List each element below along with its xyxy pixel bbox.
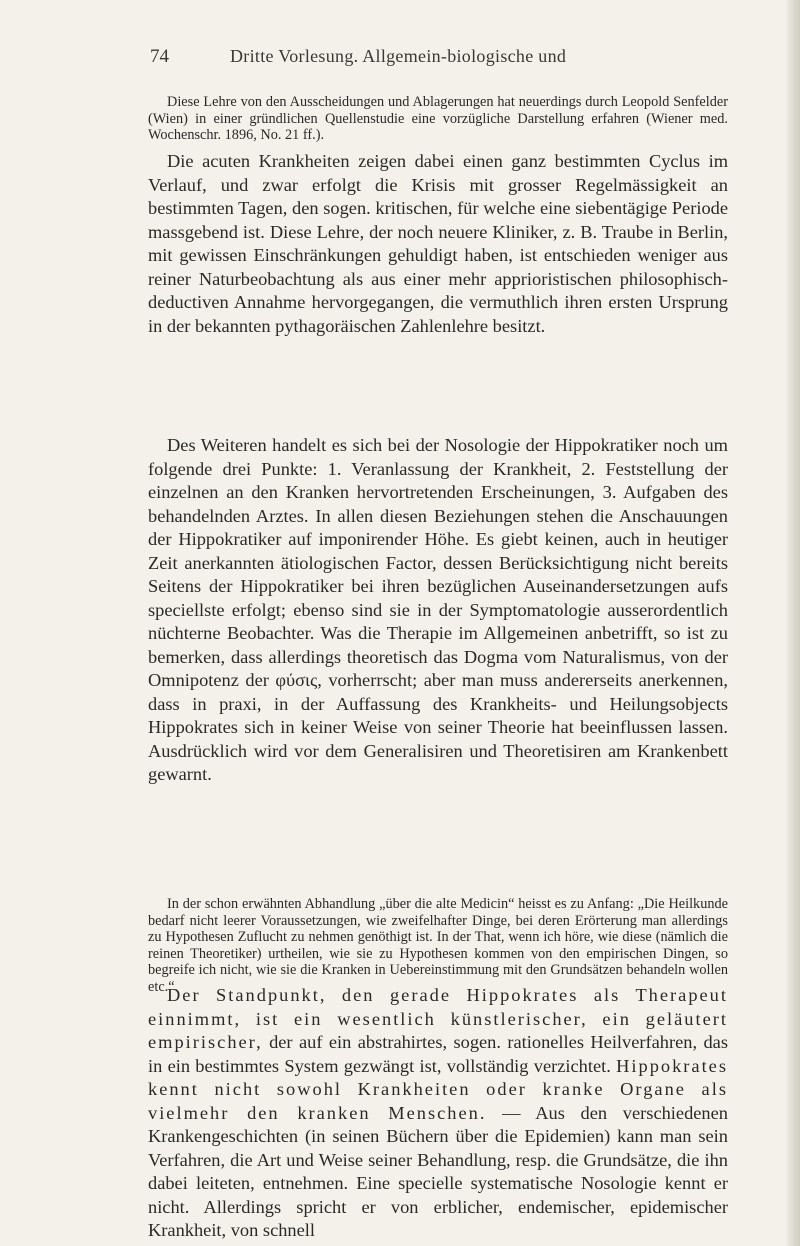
- footnote-senfelder: [148, 94, 728, 144]
- page-header: [150, 46, 650, 72]
- spaced-emphasis: Der Standpunkt, den gerade Hippokrates als Therapeut einnimmt, ist ein wesentlich künstlerischer, ein geläutert empirischer,: [148, 985, 728, 1052]
- paragraph-text: Des Weiteren handelt es sich bei der Nosologie der Hippokratiker noch um folgende drei Punkte: 1. Veranlassung der Krankheit, 2. Feststellung der einzelnen an den Kranken hervortretenden Erscheinungen, 3. Aufgaben des behandelnden Arztes. In allen diesen Beziehungen stehen die Anschauungen der Hippokratiker auf imponirender Höhe. Es giebt keinen, auch in heutiger Zeit anerkannten ätiologischen Factor, dessen Berücksichtigung nicht bereits Seitens der Hippokratiker bei ihren bezüglichen Auseinandersetzungen aufs speciellste erfolgt; ebenso sind sie in der Symptomatologie ausserordentlich nüchterne Beobachter. Was die Therapie im Allgemeinen anbetrifft, so ist zu bemerken, dass allerdings theoretisch das Dogma vom Naturalismus, von der Omnipotenz der φύσις, vorherrscht; aber man muss andererseits anerkennen, dass in praxi, in der Auffassung des Krankheits- und Heilungsobjects Hippokrates sich in keiner Weise von seiner Theorie hat beeinflussen lassen. Ausdrücklich wird vor dem Generalisiren und Theoretisiren am Krankenbett gewarnt.: [148, 435, 728, 784]
- paragraph-text: Diese Lehre von den Ausscheidungen und Ablagerungen hat neuerdings durch Leopold Senfelder (Wien) in einer gründlichen Quellenstudie eine vorzügliche Darstellung erfahren (Wiener med. Wochenschr. 1896, No. 21 ff.).: [148, 94, 728, 144]
- text-run: — Aus den verschiedenen Krankengeschichten (in seinen Büchern über die Epidemien) kann man sein Verfahren, die Art und Weise seiner Behandlung, resp. die Grundsätze, die ihn dabei leiteten, entnehmen. Eine specielle systematische Nosologie kennt er nicht. Allerdings spricht er von erblicher, endemischer, epidemischer Krankheit, von schnell: [148, 1102, 728, 1240]
- paragraph-text: Die acuten Krankheiten zeigen dabei einen ganz bestimmten Cyclus im Verlauf, und zwar erfolgt die Krisis mit grosser Regelmässigkeit an bestimmten Tagen, den sogen. kritischen, für welche eine siebentägige Periode massgebend ist. Diese Lehre, der noch neuere Kliniker, z. B. Traube in Berlin, mit gewissen Einschränkungen gehuldigt haben, ist entschieden weniger aus reiner Naturbeobachtung als aus einer mehr apprioristischen philosophisch-deductiven Annahme hervorgegangen, die vermuthlich ihren ersten Ursprung in der bekannten pythagoräischen Zahlenlehre besitzt.: [148, 151, 728, 336]
- page-edge: [786, 0, 800, 1246]
- paragraph-text: In der schon erwähnten Abhandlung „über die alte Medicin“ heisst es zu Anfang: „Die Heilkunde bedarf nicht leerer Voraussetzungen, wie zweifelhafter Dinge, bei deren Erörterung man allerdings zu Hypothesen Zuflucht zu nehmen genöthigt ist. In der That, wenn ich höre, wie diese (nämlich die reinen Theoretiker) urtheilen, wie sie zu Hypothesen kommen von den empirischen Dingen, so begreife ich nicht, wie sie die Kranken in Uebereinstimmung mit den Grundsätzen behandeln wollen etc.“.: [148, 896, 728, 995]
- paragraph-text: [148, 984, 728, 1243]
- paragraph-acute-diseases: [148, 150, 728, 338]
- running-head: Dritte Vorlesung. Allgemein-biologische und: [230, 46, 567, 66]
- text-run: der auf ein abstrahirtes, sogen. rationelles Heilverfahren, das in ein bestimmtes System gezwängt ist, vollständig verzichtet.: [148, 1032, 728, 1076]
- page-number: 74: [150, 46, 169, 67]
- paragraph-standpoint: [148, 984, 728, 1243]
- paragraph-nosology: [148, 434, 728, 787]
- spaced-emphasis: Hippokrates kennt nicht sowohl Krankheiten oder kranke Organe als vielmehr den kranken Menschen.: [148, 1055, 728, 1123]
- quote-ancient-medicine: [148, 896, 728, 996]
